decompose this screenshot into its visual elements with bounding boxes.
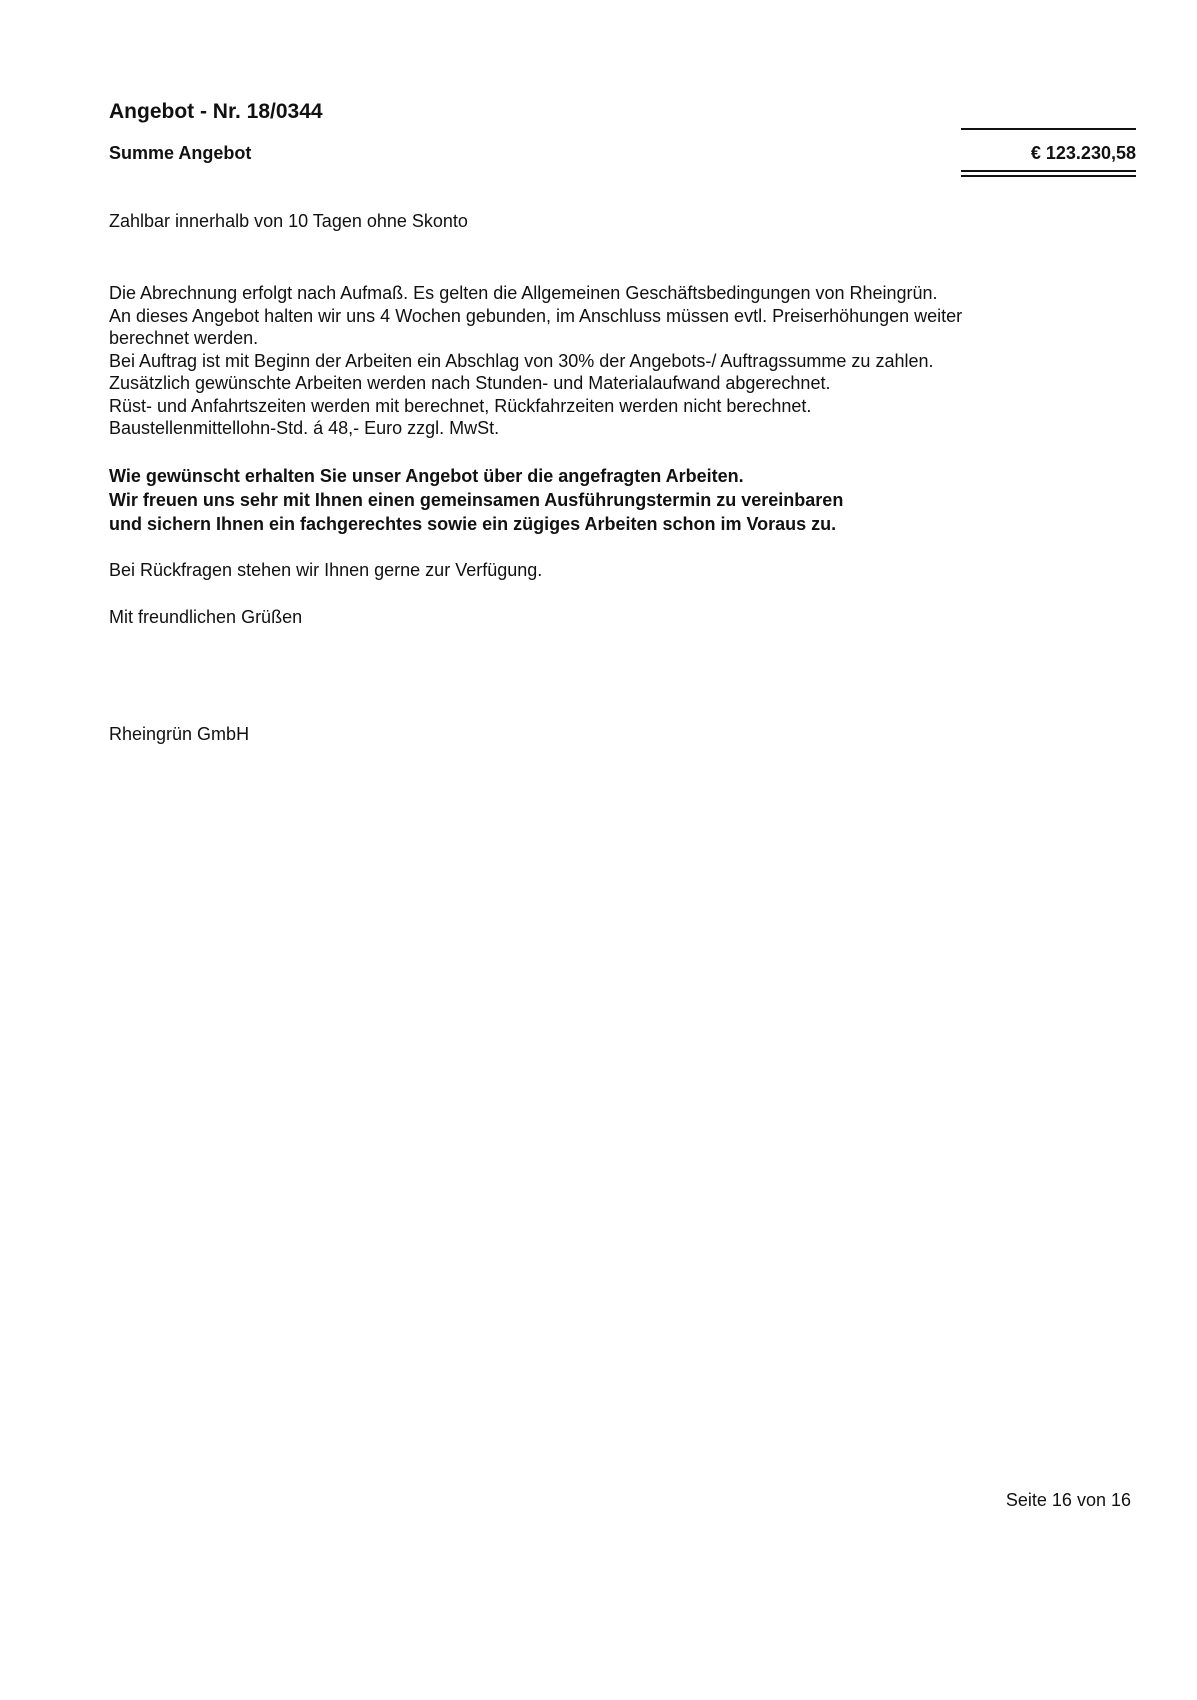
terms-line: Die Abrechnung erfolgt nach Aufmaß. Es gelten die Allgemeinen Geschäftsbedingungen von Rheingrün.	[109, 283, 938, 303]
sum-double-rule-upper	[961, 170, 1136, 172]
terms-line: Bei Auftrag ist mit Beginn der Arbeiten ein Abschlag von 30% der Angebots-/ Auftragssumme zu zahlen.	[109, 350, 934, 371]
closing-line: und sichern Ihnen ein fachgerechtes sowie ein zügiges Arbeiten schon im Voraus zu.	[109, 514, 837, 534]
terms-line: berechnet werden.	[109, 328, 259, 348]
page-number: Seite 16 von 16	[1005, 1490, 1131, 1510]
sum-top-rule	[961, 128, 1136, 130]
terms-line: Rüst- und Anfahrtszeiten werden mit berechnet, Rückfahrzeiten werden nicht berechnet.	[109, 395, 812, 416]
closing-line: Wir freuen uns sehr mit Ihnen einen gemeinsamen Ausführungstermin zu vereinbaren	[109, 490, 844, 510]
offer-sum-label: Summe Angebot	[109, 143, 252, 163]
terms-line: Baustellenmittellohn-Std. á 48,- Euro zzgl. MwSt.	[109, 418, 500, 438]
offer-sum-value: € 123.230,58	[1030, 143, 1136, 163]
terms-line: Zusätzlich gewünschte Arbeiten werden nach Stunden- und Materialaufwand abgerechnet.	[109, 373, 831, 393]
closing-paragraph	[109, 464, 843, 536]
questions-text: Bei Rückfragen stehen wir Ihnen gerne zur Verfügung.	[109, 560, 543, 580]
closing-line: Wie gewünscht erhalten Sie unser Angebot über die angefragten Arbeiten.	[109, 466, 744, 486]
sum-double-rule-lower	[961, 175, 1136, 177]
greeting-text: Mit freundlichen Grüßen	[109, 607, 303, 627]
offer-title: Angebot - Nr. 18/0344	[109, 100, 323, 123]
terms-line: An dieses Angebot halten wir uns 4 Wochen gebunden, im Anschluss müssen evtl. Preiserhöhungen weiter	[109, 305, 963, 326]
terms-paragraph	[109, 282, 1109, 440]
company-signature: Rheingrün GmbH	[109, 724, 250, 744]
payment-terms: Zahlbar innerhalb von 10 Tagen ohne Skonto	[109, 211, 468, 231]
offer-sum-box	[961, 128, 1136, 178]
